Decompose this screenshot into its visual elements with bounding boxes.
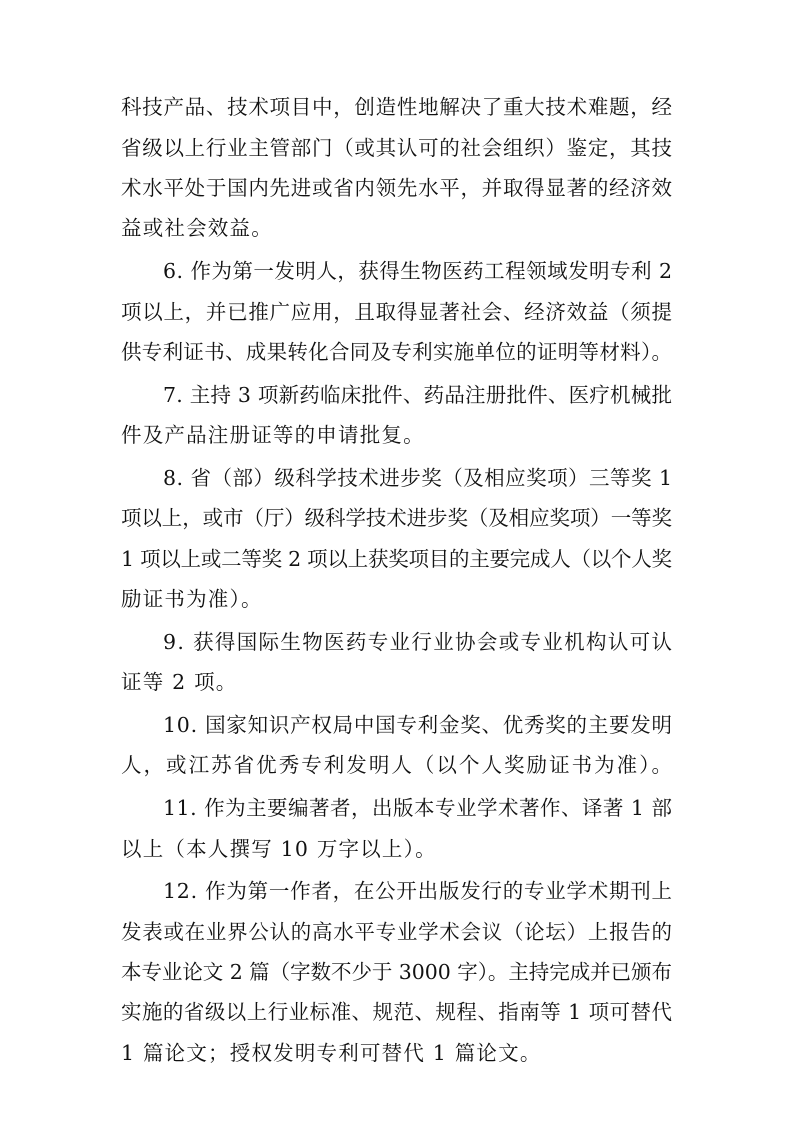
item-9-line: 证等 2 项。 bbox=[121, 670, 238, 694]
body-line: 科技产品、技术项目中，创造性地解决了重大技术难题，经 bbox=[121, 95, 673, 119]
item-6-line: 供专利证书、成果转化合同及专利实施单位的证明等材料）。 bbox=[121, 340, 673, 364]
item-12-line: 实施的省级以上行业标准、规范、规程、指南等 1 项可替代 bbox=[121, 1000, 673, 1024]
body-line: 术水平处于国内先进或省内领先水平，并取得显著的经济效 bbox=[121, 176, 673, 200]
item-6-line: 项以上，并已推广应用，且取得显著社会、经济效益（须提 bbox=[121, 300, 673, 324]
item-8-line: 8. 省（部）级科学技术进步奖（及相应奖项）三等奖 1 bbox=[163, 466, 673, 490]
item-12-line: 1 篇论文；授权发明专利可替代 1 篇论文。 bbox=[121, 1041, 542, 1065]
body-line: 益或社会效益。 bbox=[121, 216, 273, 240]
item-11-line: 11. 作为主要编著者，出版本专业学术著作、译著 1 部 bbox=[163, 796, 673, 820]
item-10-line: 10. 国家知识产权局中国专利金奖、优秀奖的主要发明 bbox=[163, 713, 673, 737]
item-12-line: 12. 作为第一作者，在公开出版发行的专业学术期刊上 bbox=[163, 879, 673, 903]
item-12-line: 本专业论文 2 篇（字数不少于 3000 字）。主持完成并已颁布 bbox=[121, 960, 672, 984]
item-6-line: 6. 作为第一发明人，获得生物医药工程领域发明专利 2 bbox=[163, 259, 673, 283]
item-8-line: 项以上，或市（厅）级科学技术进步奖（及相应奖项）一等奖 bbox=[121, 506, 672, 530]
item-11-line: 以上（本人撰写 10 万字以上）。 bbox=[121, 837, 437, 861]
item-12-line: 发表或在业界公认的高水平专业学术会议（论坛）上报告的 bbox=[121, 920, 673, 944]
item-9-line: 9. 获得国际生物医药专业行业协会或专业机构认可认 bbox=[163, 630, 674, 654]
item-7-line: 7. 主持 3 项新药临床批件、药品注册批件、医疗机械批 bbox=[163, 383, 673, 407]
item-10-line: 人，或江苏省优秀专利发明人（以个人奖励证书为准）。 bbox=[121, 753, 675, 777]
item-8-line: 励证书为准）。 bbox=[121, 587, 263, 611]
body-line: 省级以上行业主管部门（或其认可的社会组织）鉴定，其技 bbox=[121, 136, 673, 160]
item-8-line: 1 项以上或二等奖 2 项以上获奖项目的主要完成人（以个人奖 bbox=[121, 547, 672, 571]
item-7-line: 件及产品注册证等的申请批复。 bbox=[121, 423, 425, 447]
